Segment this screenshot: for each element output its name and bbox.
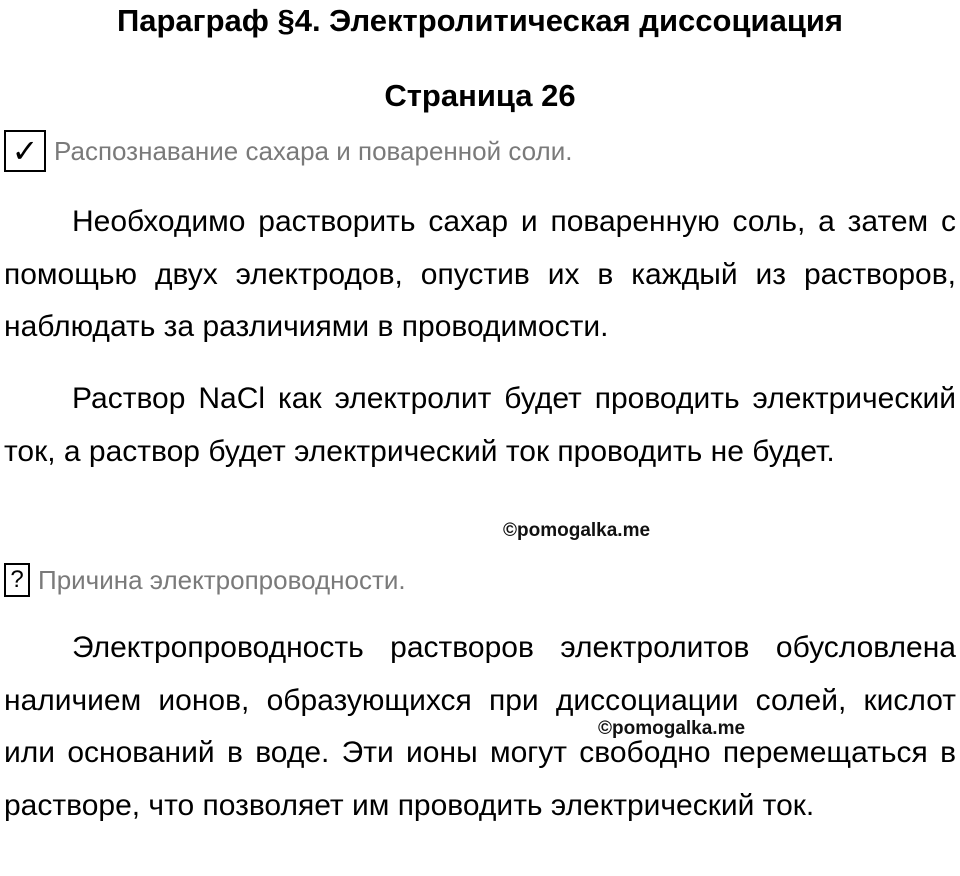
answer-paragraph: Необходимо растворить сахар и поваренную соль, а затем с помощью двух электродов, опустив их в каждый из растворов, наблюдать за различиями в проводимости.	[4, 205, 956, 343]
question-mark-icon: ?	[4, 563, 30, 597]
task-label: Распознавание сахара и поваренной соли.	[54, 136, 573, 166]
page-title: Параграф §4. Электролитическая диссоциация	[116, 3, 844, 38]
answer-paragraph: Раствор NaCl как электролит будет проводить электрический ток, а раствор будет электрический ток проводить не будет.	[4, 382, 956, 468]
answer-paragraph: Электропроводность растворов электролитов обусловлена наличием ионов, образующихся при диссоциации солей, кислот или оснований в воде. Эти ионы могут свободно перемещаться в растворе, что позволяет им проводить электрический ток.	[4, 631, 956, 822]
page-number-heading: Страница 26	[384, 78, 576, 113]
task-item-conductivity-cause	[4, 563, 406, 597]
task-label: Причина электропроводности.	[38, 565, 406, 595]
checkmark-icon: ✓	[4, 130, 46, 172]
watermark: ©pomogalka.me	[503, 520, 651, 541]
task-item-sugar-salt	[4, 130, 572, 172]
watermark: ©pomogalka.me	[598, 718, 746, 739]
